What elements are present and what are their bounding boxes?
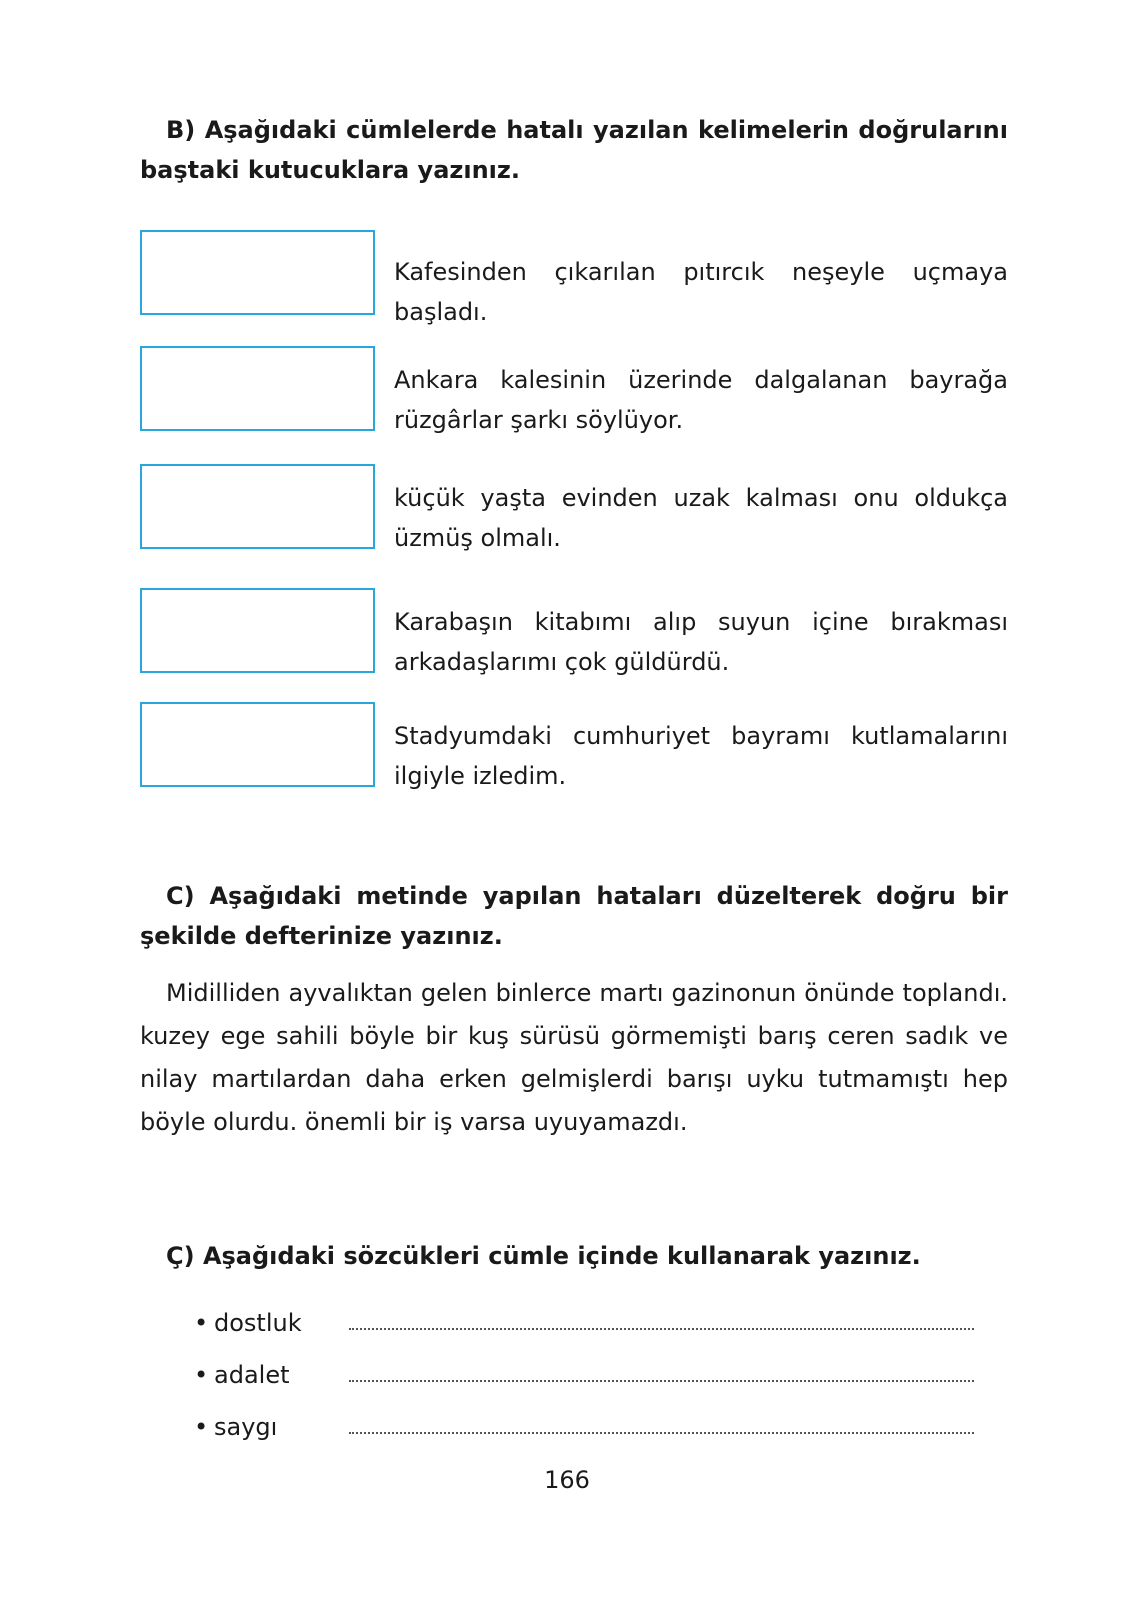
exercise-row	[140, 702, 1008, 792]
exercise-row	[140, 346, 1008, 436]
answer-box[interactable]	[140, 702, 375, 787]
word-label: saygı	[214, 1413, 278, 1441]
section-cc-heading: Ç) Aşağıdaki sözcükleri cümle içinde kullanarak yazınız.	[166, 1242, 921, 1270]
writing-line[interactable]	[349, 1380, 974, 1382]
bullet: •	[194, 1309, 209, 1337]
writing-line[interactable]	[349, 1432, 974, 1434]
exercise-sentence: Karabaşın kitabımı alıp suyun içine bırakması arkadaşlarımı çok güldürdü.	[394, 608, 1008, 676]
section-c-paragraph: Midilliden ayvalıktan gelen binlerce martı gazinonun önünde toplandı. kuzey ege sahili böyle bir kuş sürüsü görmemişti barış ceren sadık ve nilay martılardan daha erken gelmişlerdi barışı uyku tutmamıştı hep böyle olurdu. önemli bir iş varsa uyuyamazdı.	[140, 979, 1008, 1136]
page-number: 166	[544, 1466, 590, 1494]
section-b-heading: B) Aşağıdaki cümlelerde hatalı yazılan kelimelerin doğrularını baştaki kutucuklara yazınız.	[140, 116, 1008, 184]
exercise-sentence: Stadyumdaki cumhuriyet bayramı kutlamalarını ilgiyle izledim.	[394, 722, 1008, 790]
answer-box[interactable]	[140, 346, 375, 431]
section-c-heading: C) Aşağıdaki metinde yapılan hataları düzelterek doğru bir şekilde defterinize yazınız.	[140, 882, 1008, 950]
word-label: adalet	[214, 1361, 290, 1389]
answer-box[interactable]	[140, 588, 375, 673]
exercise-sentence: küçük yaşta evinden uzak kalması onu oldukça üzmüş olmalı.	[394, 484, 1008, 552]
word-label: dostluk	[214, 1309, 302, 1337]
word-item	[194, 1302, 1008, 1342]
exercise-row	[140, 464, 1008, 554]
word-item	[194, 1354, 1008, 1394]
bullet: •	[194, 1413, 209, 1441]
answer-box[interactable]	[140, 230, 375, 315]
bullet: •	[194, 1361, 209, 1389]
exercise-row	[140, 588, 1008, 678]
exercise-sentence: Kafesinden çıkarılan pıtırcık neşeyle uçmaya başladı.	[394, 258, 1008, 326]
exercise-sentence: Ankara kalesinin üzerinde dalgalanan bayrağa rüzgârlar şarkı söylüyor.	[394, 366, 1008, 434]
word-item	[194, 1406, 1008, 1446]
answer-box[interactable]	[140, 464, 375, 549]
writing-line[interactable]	[349, 1328, 974, 1330]
exercise-row	[140, 230, 1008, 326]
